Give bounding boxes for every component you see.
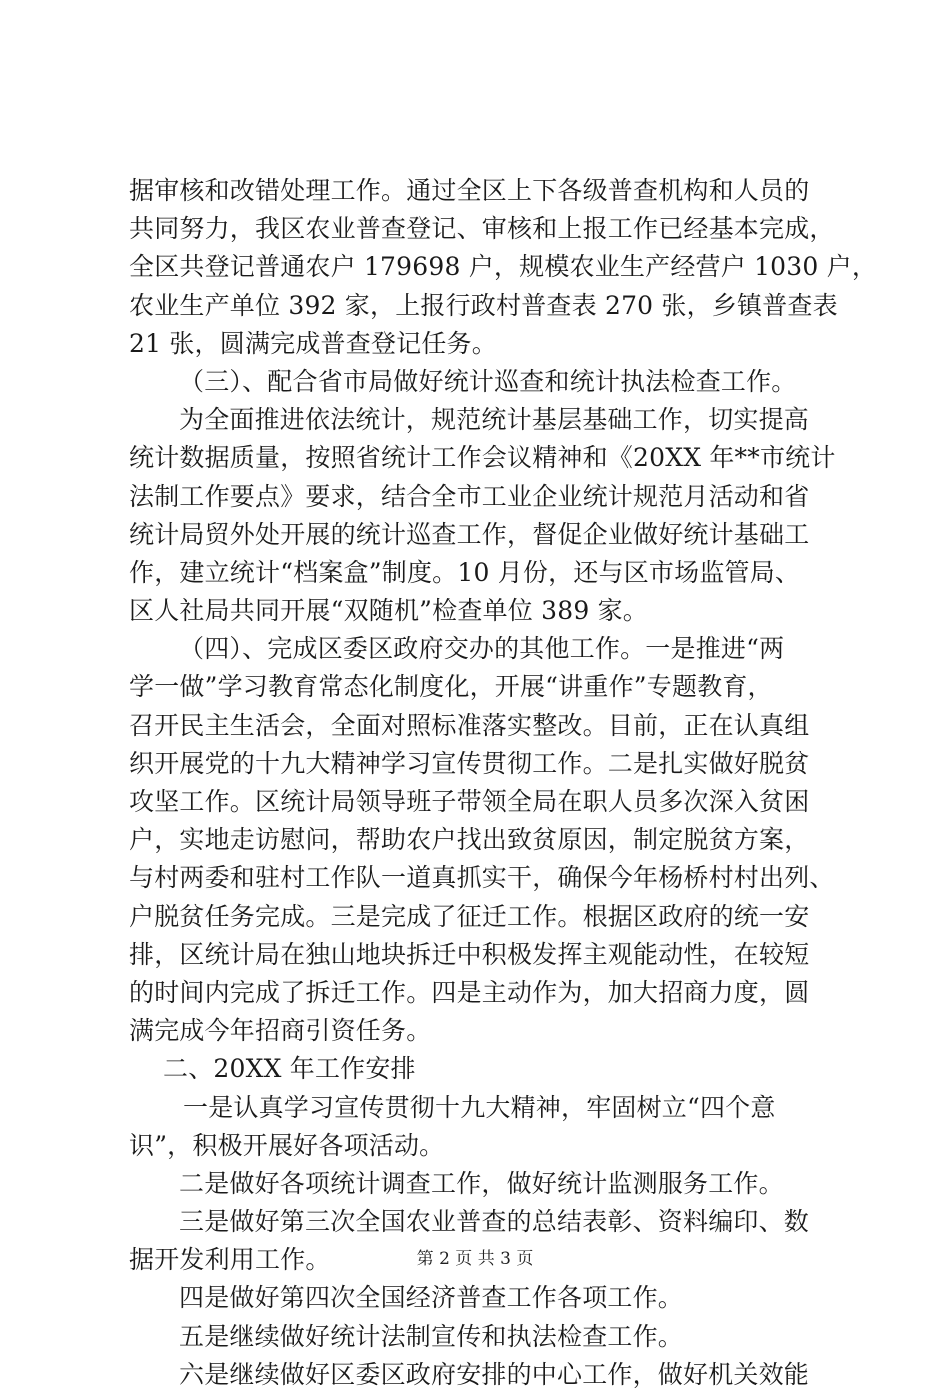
text-line: 户脱贫任务完成。三是完成了征迁工作。根据区政府的统一安 — [129, 901, 810, 931]
text-line: 识”，积极开展好各项活动。 — [129, 1130, 445, 1160]
text-line: 据审核和改错处理工作。通过全区上下各级普查机构和人员的 — [129, 176, 810, 205]
document-body — [129, 172, 878, 1394]
text-line: 全区共登记普通农户 179698 户，规模农业生产经营户 1030 户， — [129, 252, 878, 282]
list-item: 三是做好第三次全国农业普查的总结表彰、资料编印、数 — [179, 1207, 810, 1237]
text-line: 法制工作要点》要求，结合全市工业企业统计规范月活动和省 — [129, 481, 810, 511]
text-line: 区人社局共同开展“双随机”检查单位 389 家。 — [129, 596, 648, 626]
text-line: 农业生产单位 392 家，上报行政村普查表 270 张，乡镇普查表 — [129, 290, 838, 320]
text-line: 学一做”学习教育常态化制度化，开展“讲重作”专题教育， — [129, 672, 773, 702]
list-item: 四是做好第四次全国经济普查工作各项工作。 — [179, 1283, 684, 1313]
text-line: 为全面推进依法统计，规范统计基层基础工作，切实提高 — [179, 405, 810, 435]
section-heading: （三）、配合省市局做好统计巡查和统计执法检查工作。 — [179, 366, 797, 396]
list-item: 一是认真学习宣传贯彻十九大精神，牢固树立“四个意 — [183, 1092, 776, 1122]
text-line: 织开展党的十九大精神学习宣传贯彻工作。二是扎实做好脱贫 — [129, 748, 810, 778]
text-line: 攻坚工作。区统计局领导班子带领全局在职人员多次深入贫困 — [129, 787, 810, 816]
text-line: 满完成今年招商引资任务。 — [129, 1016, 432, 1046]
text-line: 21 张，圆满完成普查登记任务。 — [129, 328, 497, 358]
text-line: 户，实地走访慰问，帮助农户找出致贫原因，制定脱贫方案， — [129, 825, 810, 855]
text-line: 统计局贸外处开展的统计巡查工作，督促企业做好统计基础工 — [129, 519, 810, 549]
text-line: 统计数据质量，按照省统计工作会议精神和《20XX 年**市统计 — [129, 443, 836, 473]
list-item: 五是继续做好统计法制宣传和执法检查工作。 — [179, 1321, 684, 1351]
list-item: 二是做好各项统计调查工作，做好统计监测服务工作。 — [179, 1168, 784, 1198]
list-item: 六是继续做好区委区政府安排的中心工作，做好机关效能 — [179, 1359, 810, 1389]
text-line: 召开民主生活会，全面对照标准落实整改。目前，正在认真组 — [129, 710, 810, 740]
text-line: 排，区统计局在独山地块拆迁中积极发挥主观能动性，在较短 — [129, 939, 810, 969]
text-line: 共同努力，我区农业普查登记、审核和上报工作已经基本完成， — [129, 214, 835, 244]
section-heading: （四）、完成区委区政府交办的其他工作。一是推进“两 — [179, 634, 785, 664]
text-line: 与村两委和驻村工作队一道真抓实干，确保今年杨桥村村出列、 — [129, 863, 835, 893]
section-heading: 二、20XX 年工作安排 — [163, 1054, 416, 1084]
text-line: 据开发利用工作。 — [129, 1245, 331, 1275]
text-line: 的时间内完成了拆迁工作。四是主动作为，加大招商力度，圆 — [129, 977, 810, 1007]
text-line: 作，建立统计“档案盒”制度。10 月份，还与区市场监管局、 — [129, 557, 801, 587]
page-footer: 第 2 页 共 3 页 — [416, 1249, 534, 1269]
